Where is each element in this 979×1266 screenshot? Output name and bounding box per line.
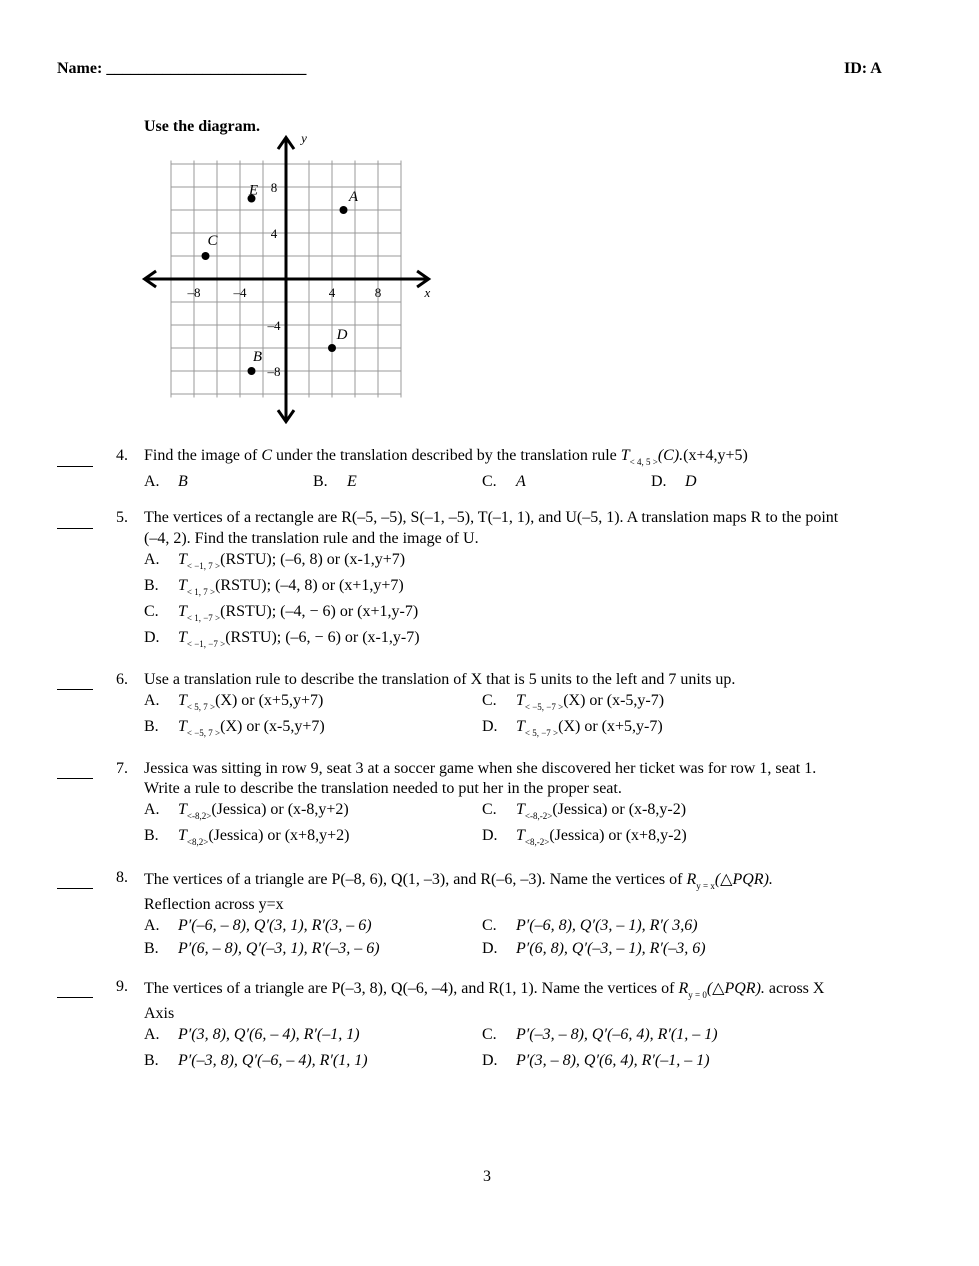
choice-7c[interactable]: C. $T_{<-8,-2>}(Jessica)$ or (x-8,y-2) bbox=[482, 801, 687, 821]
question-8: 8. bbox=[116, 869, 128, 886]
coordinate-graph bbox=[140, 134, 440, 424]
answer-blank-9[interactable] bbox=[57, 997, 93, 998]
answer-blank-8[interactable] bbox=[57, 888, 93, 889]
question-9-line2: Axis bbox=[144, 1005, 175, 1022]
question-6-text: Use a translation rule to describe the translation of X that is 5 units to the left and 7 units up. bbox=[144, 671, 736, 688]
point-a bbox=[340, 206, 348, 214]
x-axis-label: x bbox=[424, 285, 431, 300]
graph-axes bbox=[145, 138, 429, 422]
question-6: 6. bbox=[116, 671, 128, 688]
x-tick-label: –8 bbox=[187, 285, 201, 300]
id-label: ID: A bbox=[844, 60, 882, 77]
choice-6b[interactable]: B. $T_{< -5, 7 >}(X)$ or (x-5,y+7) bbox=[144, 718, 325, 738]
question-4-text: Find the image of C under the translation described by the translation rule $T_{< 4, 5 >}(C).(x+4,y+5)$ bbox=[144, 447, 748, 467]
answer-blank-4[interactable] bbox=[57, 466, 93, 467]
point-label-e: E bbox=[248, 182, 259, 199]
question-5: 5. bbox=[116, 509, 128, 526]
question-9-line1: The vertices of a triangle are P(–3, 8), Q(–6, –4), and R(1, 1). Name the vertices of $R_{y = 0}(\triangle PQR)$. across X bbox=[144, 980, 825, 1000]
y-axis-label: y bbox=[301, 134, 307, 146]
choice-9d[interactable]: D. P′(3, – 8), Q′(6, 4), R′(–1, – 1) bbox=[482, 1052, 710, 1069]
point-b bbox=[248, 367, 256, 375]
choice-6a[interactable]: A. $T_{< 5, 7 >}(X)$ or (x+5,y+7) bbox=[144, 692, 324, 712]
choice-6c[interactable]: C. $T_{< -5, -7 >}(X)$ or (x-5,y-7) bbox=[482, 692, 665, 712]
question-7-line2: Write a rule to describe the translation needed to put her in the proper seat. bbox=[144, 780, 622, 797]
y-tick-label: 4 bbox=[270, 226, 278, 241]
choice-5c[interactable]: C. $T_{< 1, -7 >}(RSTU)$; (–4, − 6) or (x+1,y-7) bbox=[144, 603, 419, 623]
choice-9c[interactable]: C. P′(–3, – 8), Q′(–6, 4), R′(1, – 1) bbox=[482, 1026, 718, 1043]
choice-5d[interactable]: D. $T_{< -1, -7 >}(RSTU)$; (–6, − 6) or (x-1,y-7) bbox=[144, 629, 420, 649]
choice-4b[interactable]: B. E bbox=[313, 473, 357, 490]
point-c bbox=[202, 252, 210, 260]
x-tick-label: 8 bbox=[374, 285, 382, 300]
choice-4a[interactable]: A. B bbox=[144, 473, 188, 490]
choice-7b[interactable]: B. $T_{<8,2>}(Jessica)$ or (x+8,y+2) bbox=[144, 827, 350, 847]
intro-text: Use the diagram. bbox=[144, 118, 260, 135]
page-number: 3 bbox=[483, 1168, 491, 1185]
point-label-a: A bbox=[348, 189, 359, 205]
name-line[interactable]: _________________________ bbox=[106, 60, 307, 77]
question-8-line2: Reflection across y=x bbox=[144, 896, 284, 913]
y-tick-label: –8 bbox=[267, 364, 281, 379]
choice-8d[interactable]: D. P′(6, 8), Q′(–3, – 1), R′(–3, 6) bbox=[482, 940, 706, 957]
question-5-line2: (–4, 2). Find the translation rule and the image of U. bbox=[144, 530, 479, 547]
question-7-line1: Jessica was sitting in row 9, seat 3 at a soccer game when she discovered her ticket was for row 1, seat 1. bbox=[144, 760, 817, 777]
choice-5a[interactable]: A. $T_{< -1, 7 >}(RSTU)$; (–6, 8) or (x-1,y+7) bbox=[144, 551, 406, 571]
point-label-d: D bbox=[336, 327, 348, 343]
answer-blank-5[interactable] bbox=[57, 528, 93, 529]
answer-blank-6[interactable] bbox=[57, 689, 93, 690]
question-5-line1: The vertices of a rectangle are R(–5, –5), S(–1, –5), T(–1, 1), and U(–5, 1). A translation maps R to the point bbox=[144, 509, 839, 526]
point-label-c: C bbox=[207, 233, 218, 249]
name-label: Name: _________________________ bbox=[57, 60, 307, 77]
x-tick-label: –4 bbox=[233, 285, 247, 300]
choice-7d[interactable]: D. $T_{<8,-2>}(Jessica)$ or (x+8,y-2) bbox=[482, 827, 687, 847]
choice-5b[interactable]: B. $T_{< 1, 7 >}(RSTU)$; (–4, 8) or (x+1,y+7) bbox=[144, 577, 404, 597]
y-tick-label: 8 bbox=[270, 180, 278, 195]
question-4: 4. bbox=[116, 447, 128, 464]
choice-8b[interactable]: B. P′(6, – 8), Q′(–3, 1), R′(–3, – 6) bbox=[144, 940, 380, 957]
choice-9b[interactable]: B. P′(–3, 8), Q′(–6, – 4), R′(1, 1) bbox=[144, 1052, 368, 1069]
question-9: 9. bbox=[116, 978, 128, 995]
answer-blank-7[interactable] bbox=[57, 778, 93, 779]
y-tick-label: –4 bbox=[267, 318, 281, 333]
choice-4d[interactable]: D. D bbox=[651, 473, 697, 490]
point-d bbox=[328, 344, 336, 352]
choice-8a[interactable]: A. P′(–6, – 8), Q′(3, 1), R′(3, – 6) bbox=[144, 917, 372, 934]
choice-4c[interactable]: C. A bbox=[482, 473, 526, 490]
question-8-line1: The vertices of a triangle are P(–8, 6), Q(1, –3), and R(–6, –3). Name the vertices of $R_{y = x}(\triangle PQR)$. bbox=[144, 871, 773, 891]
x-tick-label: 4 bbox=[328, 285, 336, 300]
choice-7a[interactable]: A. $T_{<-8,2>}(Jessica)$ or (x-8,y+2) bbox=[144, 801, 349, 821]
choice-9a[interactable]: A. P′(3, 8), Q′(6, – 4), R′(–1, 1) bbox=[144, 1026, 360, 1043]
choice-6d[interactable]: D. $T_{< 5, -7 >}(X)$ or (x+5,y-7) bbox=[482, 718, 663, 738]
question-7: 7. bbox=[116, 760, 128, 777]
point-label-b: B bbox=[252, 349, 263, 365]
choice-8c[interactable]: C. P′(–6, 8), Q′(3, – 1), R′( 3,6) bbox=[482, 917, 698, 934]
